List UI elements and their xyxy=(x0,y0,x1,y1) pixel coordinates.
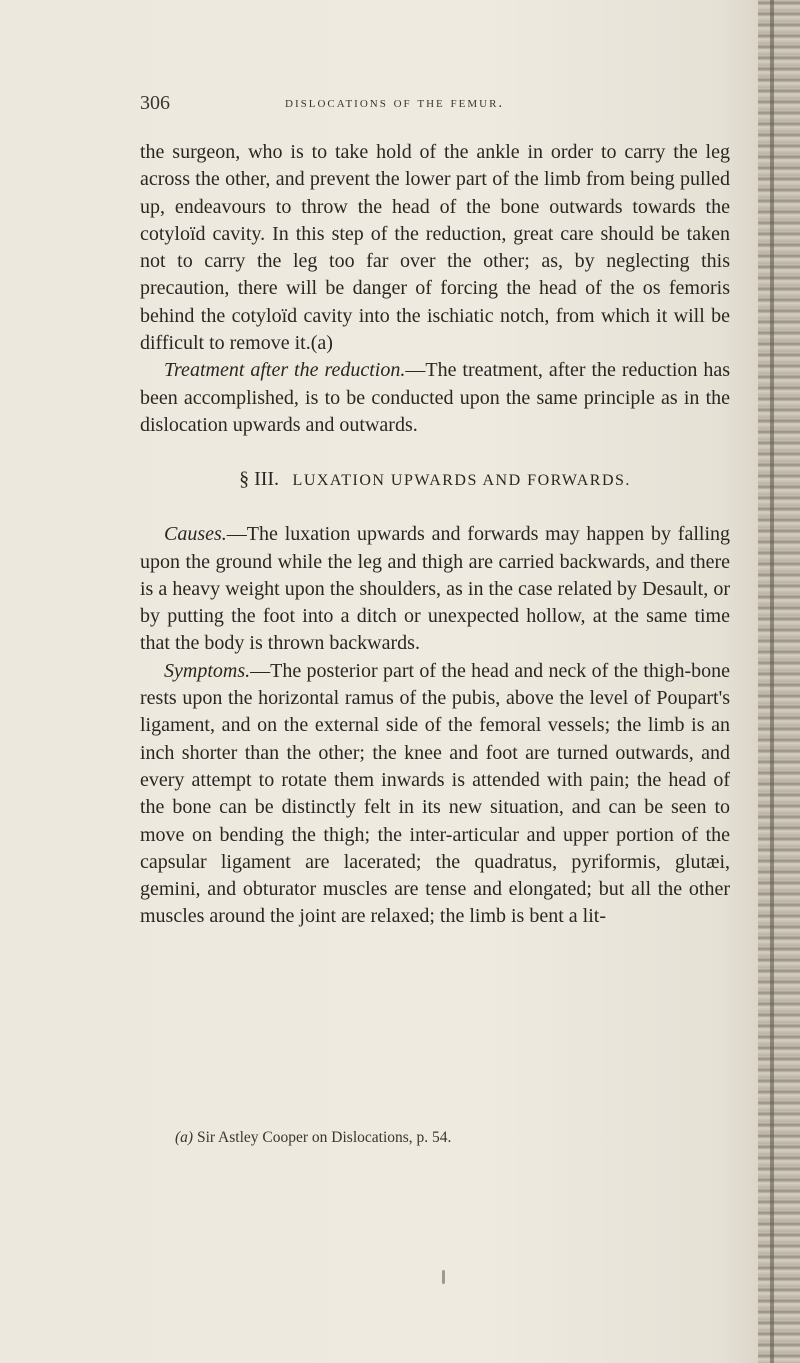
paragraph-text: —The luxation upwards and forwards may happen by falling upon the ground while the leg and thigh are carried backwards, and there is a heavy weight upon the shoulders, as in the case related by Desault, or by putting the foot into a ditch or unexpected hollow, at the same time that the body is thrown backwards. xyxy=(140,523,730,655)
page-header xyxy=(140,92,730,114)
paragraph-label: Treatment after the reduction. xyxy=(164,359,406,382)
footnote-marker: (a) xyxy=(175,1129,194,1146)
paragraph-text: —The treatment, after the reduction has been accomplished, is to be conducted upon the same principle as in the dislocation upwards and outwards. xyxy=(140,359,730,436)
footnote-text: Sir Astley Cooper on Dislocations, p. 54. xyxy=(196,1129,452,1146)
paragraph-causes xyxy=(140,521,730,657)
paragraph-text: the surgeon, who is to take hold of the ankle in order to carry the leg across the other, and prevent the lower part of the limb from being pulled up, endeavours to throw the head of the bone outwards towards the cotyloïd cavity. In this step of the reduction, great care should be taken not to carry the leg too far over the other; as, by neglecting this precaution, there will be danger of forcing the head of the os femoris behind the cotyloïd cavity into the ischiatic notch, from which it will be difficult to remove it.(a) xyxy=(140,141,730,355)
paragraph-treatment xyxy=(140,357,730,439)
body-text xyxy=(140,139,730,931)
section-title: LUXATION UPWARDS AND FORWARDS. xyxy=(292,472,631,490)
page-number: 306 xyxy=(140,92,170,114)
running-head: dislocations of the femur. xyxy=(285,95,505,111)
section-heading xyxy=(140,466,730,494)
paragraph-label: Causes. xyxy=(164,523,227,546)
page-edge-shadow xyxy=(758,0,800,1363)
ink-mark xyxy=(442,1270,445,1284)
binding-edge xyxy=(770,0,774,1363)
paragraph-symptoms xyxy=(140,658,730,931)
section-number: § III. xyxy=(239,468,280,491)
paragraph-label: Symptoms. xyxy=(164,659,251,682)
paragraph-text: —The posterior part of the head and neck of the thigh-bone rests upon the horizontal ramus of the pubis, above the level of Poupart's ligament, and on the external side of the femoral vessels; the limb is an inch shorter than the other; the knee and foot are turned outwards, and every attempt to rotate them inwards is attended with pain; the head of the bone can be distinctly felt in its new situation, and can be seen to move on bending the thigh; the inter-articular and upper portion of the capsular ligament are lacerated; the quadratus, pyriformis, glutæi, gemini, and obturator muscles are tense and elongated; but all the other muscles around the joint are relaxed; the limb is bent a lit- xyxy=(140,659,730,928)
footnote xyxy=(175,1129,735,1147)
paragraph-reduction-step xyxy=(140,139,730,357)
